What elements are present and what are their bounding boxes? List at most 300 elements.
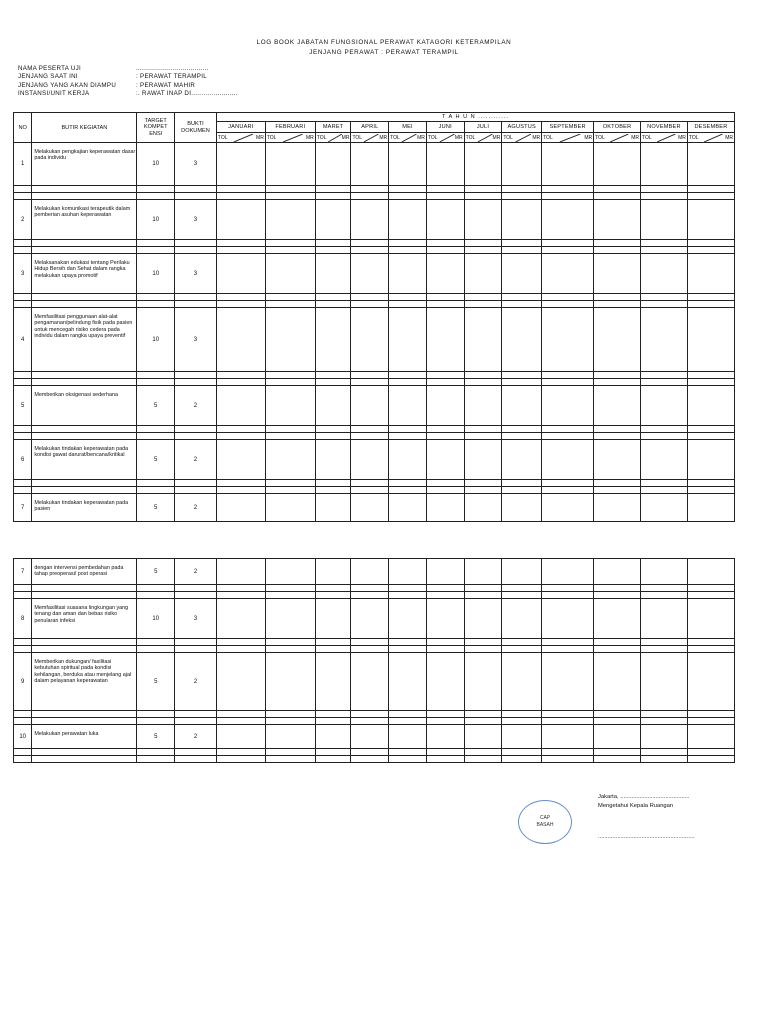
spacer-cell	[137, 240, 175, 247]
row-number: 8	[14, 599, 32, 639]
month-entry-cell[interactable]	[426, 308, 464, 372]
activity-description: Melakukan perawatan luka	[32, 725, 137, 749]
month-entry-cell[interactable]	[640, 308, 687, 372]
month-entry-cell[interactable]	[594, 440, 641, 480]
month-entry-cell[interactable]	[315, 143, 351, 186]
month-entry-cell[interactable]	[594, 254, 641, 294]
activity-row	[14, 200, 735, 240]
spacer-cell	[594, 646, 641, 653]
spacer-cell	[265, 193, 315, 200]
spacer-cell	[137, 247, 175, 254]
month-entry-cell[interactable]	[542, 599, 594, 639]
spacer-cell	[502, 372, 542, 379]
month-entry-cell[interactable]	[502, 599, 542, 639]
spacer-cell	[32, 240, 137, 247]
logbook-table-part2	[13, 558, 735, 763]
spacer-cell	[216, 711, 265, 718]
target-value: 10	[137, 308, 175, 372]
spacer-cell	[389, 585, 427, 592]
sub-mr-label: MR	[678, 134, 686, 141]
target-value: 10	[137, 200, 175, 240]
month-entry-cell[interactable]	[542, 725, 594, 749]
spacer-cell	[315, 711, 351, 718]
month-entry-cell[interactable]	[216, 386, 265, 426]
month-header: DESEMBER	[687, 122, 734, 133]
month-entry-cell[interactable]	[464, 494, 502, 522]
spacer-row	[14, 294, 735, 301]
spacer-cell	[351, 487, 389, 494]
month-entry-cell[interactable]	[216, 143, 265, 186]
spacer-cell	[687, 639, 734, 646]
month-entry-cell[interactable]	[502, 494, 542, 522]
month-entry-cell[interactable]	[641, 559, 688, 585]
month-entry-cell[interactable]	[315, 200, 351, 240]
month-entry-cell[interactable]	[542, 494, 594, 522]
month-subheader	[315, 133, 351, 143]
activity-description: Melaksanakan edukasi tentang Perilaku Hidup Bersih dan Sehat dalam rangka melakukan upaya promotif	[32, 254, 137, 294]
month-entry-cell[interactable]	[594, 725, 641, 749]
stamp-line2: BASAH	[536, 822, 554, 828]
month-entry-cell[interactable]	[265, 254, 315, 294]
month-entry-cell[interactable]	[351, 599, 389, 639]
month-entry-cell[interactable]	[426, 599, 464, 639]
month-entry-cell[interactable]	[542, 386, 594, 426]
spacer-cell	[641, 585, 688, 592]
month-entry-cell[interactable]	[389, 200, 427, 240]
spacer-cell	[640, 426, 687, 433]
month-entry-cell[interactable]	[502, 440, 542, 480]
month-entry-cell[interactable]	[216, 254, 265, 294]
spacer-cell	[265, 585, 315, 592]
month-entry-cell[interactable]	[265, 559, 315, 585]
spacer-cell	[32, 487, 137, 494]
spacer-cell	[502, 749, 542, 756]
month-entry-cell[interactable]	[426, 440, 464, 480]
month-entry-cell[interactable]	[542, 440, 594, 480]
spacer-cell	[687, 592, 734, 599]
spacer-cell	[426, 193, 464, 200]
sub-mr-label: MR	[584, 134, 593, 141]
spacer-cell	[464, 756, 502, 763]
activity-row	[14, 254, 735, 294]
month-entry-cell[interactable]	[641, 725, 688, 749]
month-entry-cell[interactable]	[216, 494, 265, 522]
month-entry-cell[interactable]	[351, 200, 389, 240]
spacer-cell	[542, 379, 594, 386]
month-entry-cell[interactable]	[687, 440, 734, 480]
activity-description: Memfasilitasi suasana lingkungan yang tenang dan aman dan bebas risiko penularan infeksi	[32, 599, 137, 639]
stamp-line1: CAP	[539, 815, 551, 821]
month-entry-cell[interactable]	[542, 254, 594, 294]
spacer-cell	[502, 301, 542, 308]
month-entry-cell[interactable]	[640, 200, 687, 240]
month-entry-cell[interactable]	[351, 494, 389, 522]
spacer-cell	[502, 433, 542, 440]
month-entry-cell[interactable]	[351, 143, 389, 186]
month-entry-cell[interactable]	[389, 494, 427, 522]
month-entry-cell[interactable]	[502, 559, 542, 585]
spacer-cell	[640, 433, 687, 440]
month-entry-cell[interactable]	[216, 725, 265, 749]
spacer-cell	[464, 433, 502, 440]
month-entry-cell[interactable]	[265, 386, 315, 426]
month-entry-cell[interactable]	[464, 653, 502, 711]
month-entry-cell[interactable]	[464, 254, 502, 294]
month-entry-cell[interactable]	[542, 200, 594, 240]
month-entry-cell[interactable]	[687, 200, 734, 240]
spacer-cell	[265, 294, 315, 301]
month-entry-cell[interactable]	[542, 653, 594, 711]
month-entry-cell[interactable]	[315, 653, 351, 711]
spacer-row	[14, 426, 735, 433]
spacer-cell	[351, 639, 389, 646]
identity-value: : PERAWAT TERAMPIL	[136, 73, 207, 81]
spacer-row	[14, 433, 735, 440]
spacer-cell	[265, 372, 315, 379]
spacer-cell	[426, 718, 464, 725]
month-entry-cell[interactable]	[502, 308, 542, 372]
spacer-cell	[32, 639, 137, 646]
spacer-cell	[426, 639, 464, 646]
spacer-cell	[502, 718, 542, 725]
month-subheader	[265, 133, 315, 143]
spacer-cell	[502, 294, 542, 301]
spacer-cell	[640, 301, 687, 308]
spacer-cell	[464, 301, 502, 308]
activity-description: Melakukan komunikasi terapeutik dalam pemberian asuhan keperawatan	[32, 200, 137, 240]
spacer-cell	[14, 639, 32, 646]
target-value: 10	[137, 254, 175, 294]
month-entry-cell[interactable]	[315, 599, 351, 639]
sub-tol-label: TOL	[688, 134, 699, 141]
month-entry-cell[interactable]	[216, 559, 265, 585]
target-value: 5	[137, 653, 175, 711]
spacer-cell	[32, 711, 137, 718]
month-entry-cell[interactable]	[315, 386, 351, 426]
activity-row	[14, 559, 735, 585]
spacer-cell	[502, 379, 542, 386]
spacer-cell	[351, 592, 389, 599]
activity-description: Memfasilitasi penggunaan alat-alat pengamanan/pelindung fisik pada pasien untuk mencegah risiko cedera pada individu dalam rangka upaya preventif	[32, 308, 137, 372]
month-entry-cell[interactable]	[426, 200, 464, 240]
month-entry-cell[interactable]	[351, 308, 389, 372]
spacer-cell	[137, 749, 175, 756]
spacer-cell	[351, 379, 389, 386]
spacer-cell	[502, 585, 542, 592]
month-entry-cell[interactable]	[464, 143, 502, 186]
spacer-cell	[216, 240, 265, 247]
month-entry-cell[interactable]	[641, 599, 688, 639]
spacer-cell	[594, 379, 641, 386]
spacer-cell	[137, 186, 175, 193]
spacer-cell	[14, 585, 32, 592]
spacer-cell	[315, 592, 351, 599]
month-entry-cell[interactable]	[216, 653, 265, 711]
identity-value: :. RAWAT INAP DI.......................	[136, 89, 238, 97]
month-entry-cell[interactable]	[464, 200, 502, 240]
spacer-cell	[315, 426, 351, 433]
spacer-cell	[265, 487, 315, 494]
spacer-cell	[594, 480, 641, 487]
spacer-cell	[542, 193, 594, 200]
sub-tol-label: TOL	[465, 134, 476, 141]
month-entry-cell[interactable]	[594, 559, 641, 585]
month-entry-cell[interactable]	[265, 494, 315, 522]
identity-label: NAMA PESERTA UJI	[18, 65, 82, 72]
activity-row	[14, 599, 735, 639]
month-entry-cell[interactable]	[687, 143, 734, 186]
sub-mr-label: MR	[417, 134, 425, 141]
spacer-cell	[542, 240, 594, 247]
spacer-cell	[315, 639, 351, 646]
month-entry-cell[interactable]	[426, 254, 464, 294]
spacer-cell	[175, 480, 217, 487]
month-entry-cell[interactable]	[426, 725, 464, 749]
month-entry-cell[interactable]	[687, 653, 734, 711]
month-entry-cell[interactable]	[351, 653, 389, 711]
sub-tol-label: TOL	[352, 134, 363, 141]
spacer-cell	[426, 480, 464, 487]
spacer-cell	[687, 718, 734, 725]
month-entry-cell[interactable]	[640, 494, 687, 522]
spacer-cell	[265, 433, 315, 440]
spacer-cell	[687, 186, 734, 193]
spacer-cell	[351, 718, 389, 725]
spacer-cell	[464, 639, 502, 646]
spacer-cell	[389, 186, 427, 193]
spacer-cell	[687, 372, 734, 379]
signature-place-date: Jakarta, ...........................................	[598, 794, 690, 800]
spacer-cell	[351, 240, 389, 247]
spacer-cell	[641, 592, 688, 599]
month-entry-cell[interactable]	[542, 308, 594, 372]
month-entry-cell[interactable]	[640, 254, 687, 294]
month-entry-cell[interactable]	[389, 599, 427, 639]
month-entry-cell[interactable]	[265, 143, 315, 186]
evidence-count: 3	[175, 254, 217, 294]
month-entry-cell[interactable]	[464, 559, 502, 585]
month-entry-cell[interactable]	[464, 386, 502, 426]
month-entry-cell[interactable]	[389, 653, 427, 711]
spacer-cell	[464, 487, 502, 494]
spacer-cell	[265, 646, 315, 653]
month-entry-cell[interactable]	[687, 599, 734, 639]
row-number: 1	[14, 143, 32, 186]
month-entry-cell[interactable]	[502, 725, 542, 749]
month-entry-cell[interactable]	[687, 308, 734, 372]
month-entry-cell[interactable]	[351, 725, 389, 749]
month-entry-cell[interactable]	[389, 559, 427, 585]
month-entry-cell[interactable]	[687, 725, 734, 749]
month-entry-cell[interactable]	[426, 494, 464, 522]
target-value: 5	[137, 440, 175, 480]
month-entry-cell[interactable]	[265, 308, 315, 372]
header-target: TARGET KOMPET ENSI	[137, 113, 175, 143]
evidence-count: 2	[175, 725, 217, 749]
month-entry-cell[interactable]	[315, 559, 351, 585]
month-entry-cell[interactable]	[687, 254, 734, 294]
month-entry-cell[interactable]	[687, 559, 734, 585]
month-entry-cell[interactable]	[389, 386, 427, 426]
month-entry-cell[interactable]	[315, 725, 351, 749]
month-entry-cell[interactable]	[265, 200, 315, 240]
spacer-row	[14, 749, 735, 756]
month-entry-cell[interactable]	[594, 386, 641, 426]
spacer-cell	[464, 379, 502, 386]
activity-row	[14, 440, 735, 480]
sub-tol-label: TOL	[266, 134, 277, 141]
spacer-cell	[542, 247, 594, 254]
month-entry-cell[interactable]	[216, 308, 265, 372]
spacer-cell	[594, 756, 641, 763]
month-entry-cell[interactable]	[594, 200, 641, 240]
spacer-cell	[315, 749, 351, 756]
spacer-cell	[32, 301, 137, 308]
target-value: 5	[137, 725, 175, 749]
spacer-cell	[351, 294, 389, 301]
spacer-cell	[315, 646, 351, 653]
spacer-cell	[464, 711, 502, 718]
spacer-cell	[641, 646, 688, 653]
month-entry-cell[interactable]	[351, 559, 389, 585]
month-entry-cell[interactable]	[389, 440, 427, 480]
month-entry-cell[interactable]	[594, 308, 641, 372]
month-subheader	[216, 133, 265, 143]
month-entry-cell[interactable]	[641, 653, 688, 711]
month-entry-cell[interactable]	[389, 308, 427, 372]
spacer-row	[14, 756, 735, 763]
month-entry-cell[interactable]	[216, 599, 265, 639]
spacer-cell	[426, 186, 464, 193]
spacer-row	[14, 301, 735, 308]
spacer-cell	[687, 247, 734, 254]
identity-value: : PERAWAT MAHIR	[136, 81, 196, 89]
spacer-cell	[426, 372, 464, 379]
sub-mr-label: MR	[631, 134, 639, 141]
spacer-cell	[265, 379, 315, 386]
month-entry-cell[interactable]	[502, 254, 542, 294]
month-entry-cell[interactable]	[426, 143, 464, 186]
month-entry-cell[interactable]	[594, 653, 641, 711]
month-entry-cell[interactable]	[389, 254, 427, 294]
spacer-cell	[594, 749, 641, 756]
month-subheader	[389, 133, 427, 143]
spacer-cell	[641, 718, 688, 725]
spacer-cell	[464, 240, 502, 247]
month-entry-cell[interactable]	[216, 440, 265, 480]
month-entry-cell[interactable]	[464, 308, 502, 372]
month-entry-cell[interactable]	[502, 143, 542, 186]
month-entry-cell[interactable]	[351, 440, 389, 480]
month-entry-cell[interactable]	[594, 494, 641, 522]
spacer-cell	[137, 193, 175, 200]
row-number: 5	[14, 386, 32, 426]
month-entry-cell[interactable]	[426, 386, 464, 426]
spacer-cell	[542, 294, 594, 301]
sub-tol-label: TOL	[595, 134, 605, 141]
spacer-cell	[351, 756, 389, 763]
spacer-cell	[137, 379, 175, 386]
spacer-cell	[389, 301, 427, 308]
header-bukti: BUKTI DOKUMEN	[175, 113, 217, 143]
month-entry-cell[interactable]	[315, 440, 351, 480]
month-entry-cell[interactable]	[351, 254, 389, 294]
spacer-cell	[175, 718, 217, 725]
month-entry-cell[interactable]	[265, 725, 315, 749]
month-entry-cell[interactable]	[594, 599, 641, 639]
spacer-cell	[216, 193, 265, 200]
spacer-cell	[175, 372, 217, 379]
spacer-cell	[502, 487, 542, 494]
month-entry-cell[interactable]	[640, 143, 687, 186]
month-entry-cell[interactable]	[265, 599, 315, 639]
spacer-cell	[542, 592, 594, 599]
spacer-cell	[137, 711, 175, 718]
month-subheader	[426, 133, 464, 143]
month-entry-cell[interactable]	[687, 494, 734, 522]
month-entry-cell[interactable]	[265, 653, 315, 711]
month-entry-cell[interactable]	[594, 143, 641, 186]
spacer-cell	[687, 711, 734, 718]
month-entry-cell[interactable]	[640, 440, 687, 480]
spacer-cell	[640, 186, 687, 193]
month-entry-cell[interactable]	[315, 254, 351, 294]
spacer-cell	[351, 186, 389, 193]
header-tahun: T A H U N ............	[216, 113, 734, 122]
spacer-cell	[640, 480, 687, 487]
month-entry-cell[interactable]	[464, 725, 502, 749]
spacer-cell	[640, 240, 687, 247]
activity-row	[14, 494, 735, 522]
month-entry-cell[interactable]	[464, 440, 502, 480]
spacer-cell	[351, 480, 389, 487]
spacer-cell	[137, 294, 175, 301]
month-entry-cell[interactable]	[640, 386, 687, 426]
spacer-cell	[542, 433, 594, 440]
month-entry-cell[interactable]	[542, 559, 594, 585]
spacer-cell	[389, 749, 427, 756]
activity-row	[14, 308, 735, 372]
spacer-cell	[594, 301, 641, 308]
spacer-cell	[426, 756, 464, 763]
spacer-cell	[389, 294, 427, 301]
month-entry-cell[interactable]	[426, 559, 464, 585]
spacer-cell	[265, 426, 315, 433]
month-entry-cell[interactable]	[265, 440, 315, 480]
month-entry-cell[interactable]	[389, 143, 427, 186]
month-header: JANUARI	[216, 122, 265, 133]
month-entry-cell[interactable]	[502, 200, 542, 240]
month-entry-cell[interactable]	[216, 200, 265, 240]
activity-description: Melakukan pengkajian keperawatan dasar pada individu	[32, 143, 137, 186]
spacer-cell	[687, 240, 734, 247]
month-entry-cell[interactable]	[315, 308, 351, 372]
spacer-cell	[687, 756, 734, 763]
month-entry-cell[interactable]	[542, 143, 594, 186]
spacer-cell	[216, 372, 265, 379]
evidence-count: 2	[175, 653, 217, 711]
month-entry-cell[interactable]	[464, 599, 502, 639]
month-entry-cell[interactable]	[502, 653, 542, 711]
month-entry-cell[interactable]	[315, 494, 351, 522]
month-subheader	[542, 133, 594, 143]
month-entry-cell[interactable]	[426, 653, 464, 711]
month-entry-cell[interactable]	[502, 386, 542, 426]
month-entry-cell[interactable]	[351, 386, 389, 426]
spacer-cell	[216, 646, 265, 653]
month-entry-cell[interactable]	[687, 386, 734, 426]
month-entry-cell[interactable]	[389, 725, 427, 749]
